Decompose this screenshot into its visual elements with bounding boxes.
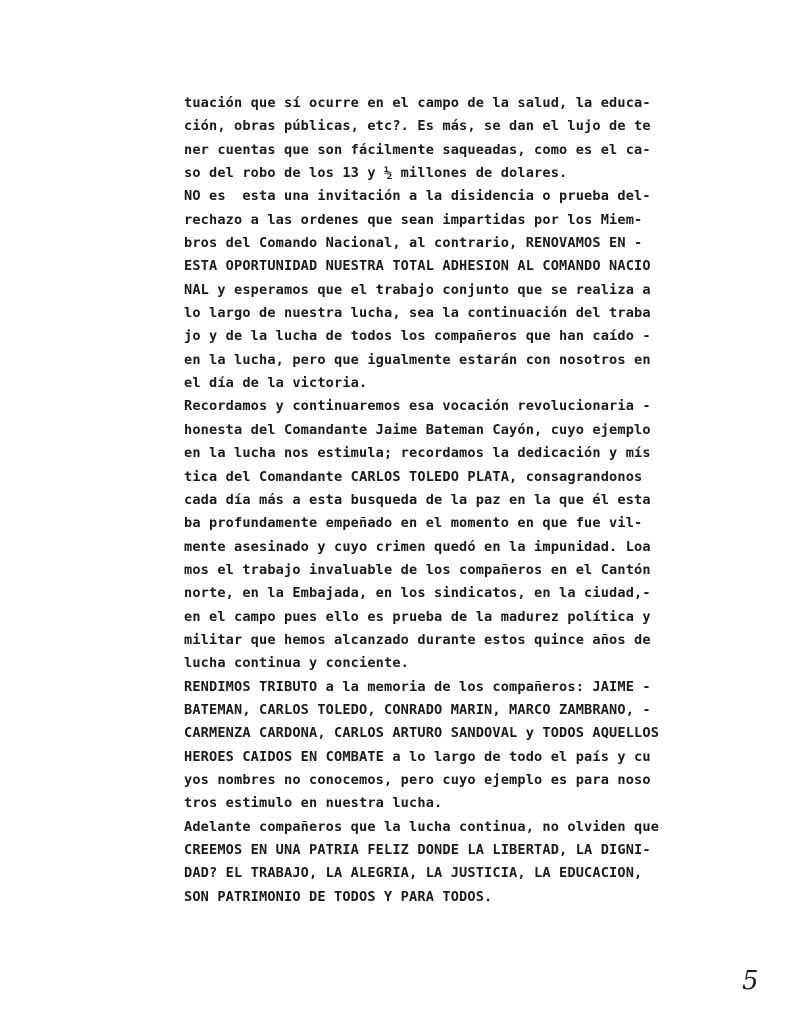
text-line: Recordamos y continuaremos esa vocación revolucionaria - — [184, 398, 651, 415]
text-line: BATEMAN, CARLOS TOLEDO, CONRADO MARIN, MARCO ZAMBRANO, - — [184, 701, 651, 718]
document-body — [184, 92, 724, 909]
text-line: tros estimulo en nuestra lucha. — [184, 795, 443, 812]
text-line: NAL y esperamos que el trabajo conjunto que se realiza a — [184, 281, 651, 298]
text-line: norte, en la Embajada, en los sindicatos, en la ciudad,- — [184, 585, 651, 602]
text-line: rechazo a las ordenes que sean impartidas por los Miem- — [184, 211, 643, 228]
text-line: HEROES CAIDOS EN COMBATE a lo largo de todo el país y cu — [184, 748, 651, 765]
text-line: mos el trabajo invaluable de los compañeros en el Cantón — [184, 561, 651, 578]
text-line: so del robo de los 13 y ½ millones de dolares. — [184, 165, 568, 182]
text-line: en la lucha nos estimula; recordamos la dedicación y mís — [184, 445, 651, 462]
text-line: DAD? EL TRABAJO, LA ALEGRIA, LA JUSTICIA, LA EDUCACION, — [184, 865, 643, 882]
text-line: mente asesinado y cuyo crimen quedó en la impunidad. Loa — [184, 538, 651, 555]
text-line: en la lucha, pero que igualmente estarán con nosotros en — [184, 351, 651, 368]
text-line: bros del Comando Nacional, al contrario, RENOVAMOS EN - — [184, 235, 643, 252]
text-line: militar que hemos alcanzado durante estos quince años de — [184, 631, 651, 648]
text-line: ción, obras públicas, etc?. Es más, se dan el lujo de te — [184, 118, 651, 135]
text-line: tica del Comandante CARLOS TOLEDO PLATA, consagrandonos — [184, 468, 643, 485]
text-line: NO es esta una invitación a la disidencia o prueba del- — [184, 188, 651, 205]
page-number: 5 — [742, 966, 759, 996]
text-line: cada día más a esta busqueda de la paz en la que él esta — [184, 491, 651, 508]
text-line: el día de la victoria. — [184, 375, 368, 392]
text-line: lo largo de nuestra lucha, sea la continuación del traba — [184, 305, 651, 322]
text-line: CREEMOS EN UNA PATRIA FELIZ DONDE LA LIBERTAD, LA DIGNI- — [184, 842, 651, 858]
text-line: lucha continua y conciente. — [184, 655, 410, 672]
text-line: ESTA OPORTUNIDAD NUESTRA TOTAL ADHESION AL COMANDO NACIO — [184, 258, 651, 275]
text-line: ba profundamente empeñado en el momento en que fue vil- — [184, 515, 643, 532]
text-line: SON PATRIMONIO DE TODOS Y PARA TODOS. — [184, 888, 493, 905]
text-line: CARMENZA CARDONA, CARLOS ARTURO SANDOVAL y TODOS AQUELLOS — [184, 725, 660, 742]
text-line: RENDIMOS TRIBUTO a la memoria de los compañeros: JAIME - — [184, 678, 651, 695]
text-line: honesta del Comandante Jaime Bateman Cayón, cuyo ejemplo — [184, 421, 651, 438]
text-line: ner cuentas que son fácilmente saqueadas, como es el ca- — [184, 141, 651, 158]
text-line: yos nombres no conocemos, pero cuyo ejemplo es para noso — [184, 771, 651, 788]
text-line: Adelante compañeros que la lucha continua, no olviden que — [184, 818, 660, 835]
text-line: jo y de la lucha de todos los compañeros que han caído - — [184, 328, 651, 345]
text-line: en el campo pues ello es prueba de la madurez política y — [184, 608, 651, 625]
text-line: tuación que sí ocurre en el campo de la salud, la educa- — [184, 95, 651, 111]
